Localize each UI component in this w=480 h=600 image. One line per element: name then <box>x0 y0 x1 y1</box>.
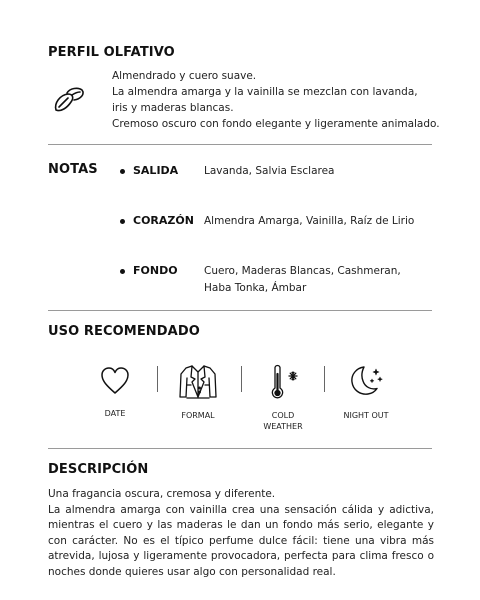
section-title-notas: NOTAS <box>48 162 98 177</box>
section-divider <box>48 448 432 449</box>
uso-label: COLD WEATHER <box>263 411 303 431</box>
perfil-line: La almendra amarga y la vainilla se mezclan con lavanda, <box>112 86 418 98</box>
uso-label: NIGHT OUT <box>343 411 389 420</box>
section-title-uso-recomendado: USO RECOMENDADO <box>48 324 200 339</box>
section-title-perfil-olfativo: PERFIL OLFATIVO <box>48 45 175 60</box>
note-label: CORAZÓN <box>133 214 194 227</box>
heart-icon <box>80 364 150 398</box>
uso-label: FORMAL <box>181 411 215 420</box>
uso-item-cold-weather <box>248 364 318 432</box>
note-label: FONDO <box>133 264 178 277</box>
section-divider <box>48 310 432 311</box>
uso-item-formal <box>163 364 233 421</box>
icon-separator <box>324 366 325 392</box>
perfil-line: Cremoso oscuro con fondo elegante y ligeramente animalado. <box>112 118 440 130</box>
moon-stars-icon <box>331 364 401 400</box>
section-divider <box>48 144 432 145</box>
bullet-icon <box>120 219 125 224</box>
uso-item-night-out <box>331 364 401 421</box>
perfil-description <box>112 68 472 132</box>
bullet-icon <box>120 169 125 174</box>
section-title-descripcion: DESCRIPCIÓN <box>48 462 149 477</box>
note-value: Cuero, Maderas Blancas, Cashmeran, Haba Tonka, Ámbar <box>204 265 401 294</box>
perfil-line: iris y maderas blancas. <box>112 102 234 114</box>
icon-separator <box>157 366 158 392</box>
uso-label: DATE <box>104 409 126 418</box>
perfil-line: Almendrado y cuero suave. <box>112 70 257 82</box>
descripcion-line: La almendra amarga con vainilla crea una sensación cálida y adictiva, mientras el cuero y las maderas le dan un fondo más serio, elegante y con carácter. No es el típico perfume dulce fácil: tiene una vibra más atrevida, lujosa y ligeramente provocadora, perfecta para clima fresco o noches donde quieres usar algo con personalidad real. <box>48 503 434 578</box>
blazer-icon <box>163 364 233 400</box>
thermometer-snowflake-icon <box>248 364 318 400</box>
descripcion-line: Una fragancia oscura, cremosa y diferente. <box>48 488 276 500</box>
bullet-icon <box>120 269 125 274</box>
uso-item-date <box>80 364 150 419</box>
descripcion-text <box>48 487 434 581</box>
almond-icon <box>52 86 86 116</box>
icon-separator <box>241 366 242 392</box>
note-label: SALIDA <box>133 164 179 177</box>
note-value: Lavanda, Salvia Esclarea <box>204 165 335 177</box>
note-value: Almendra Amarga, Vainilla, Raíz de Lirio <box>204 215 415 227</box>
